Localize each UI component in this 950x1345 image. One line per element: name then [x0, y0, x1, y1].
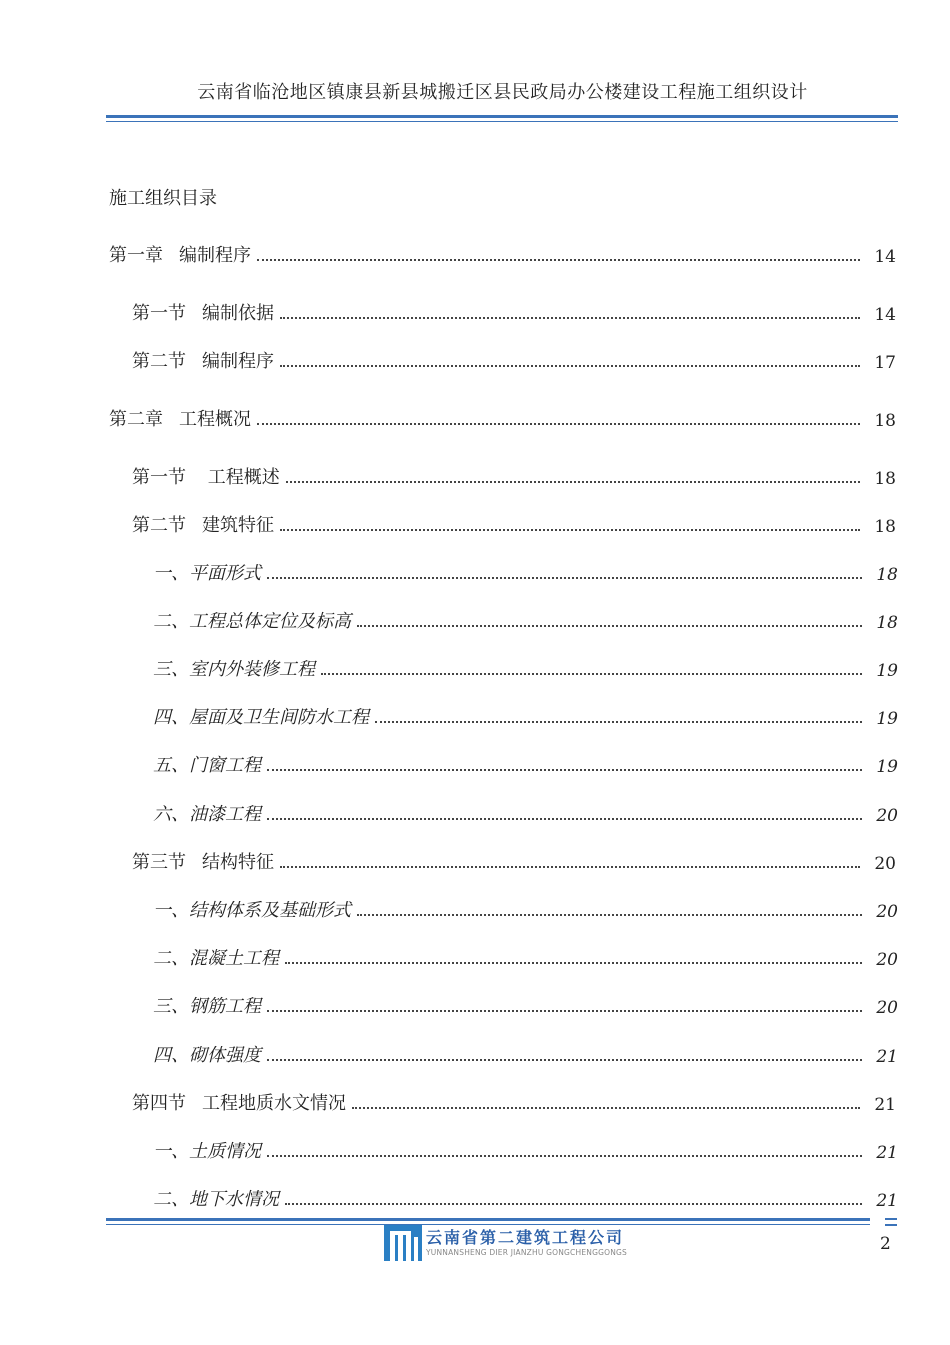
toc-entry-title: 工程概况: [179, 409, 251, 430]
toc-entry-page: 18: [874, 411, 896, 431]
page-number: 2: [880, 1234, 891, 1254]
toc-entry[interactable]: [0, 299, 896, 325]
toc-entry-title: 四、砌体强度: [153, 1045, 261, 1066]
toc-entry-title: 一、结构体系及基础形式: [153, 900, 351, 921]
toc-entry[interactable]: [0, 241, 896, 267]
toc-dot-leader: [321, 673, 862, 675]
toc-entry-title: 工程地质水文情况: [202, 1093, 346, 1114]
toc-dot-leader: [267, 1059, 862, 1061]
toc-entry[interactable]: [0, 655, 898, 681]
company-logo-icon: [384, 1225, 422, 1261]
toc-entry-title: 建筑特征: [202, 515, 274, 536]
toc-entry-page: 20: [876, 902, 898, 922]
toc-entry-page: 18: [874, 517, 896, 537]
header-rule-thick: [106, 115, 898, 118]
toc-entry[interactable]: [0, 703, 898, 729]
toc-entry[interactable]: [0, 800, 898, 826]
toc-dot-leader: [280, 529, 860, 531]
toc-entry-label: [0, 347, 280, 373]
toc-entry-title: 编制依据: [202, 303, 274, 324]
toc-dot-leader: [280, 317, 860, 319]
toc-entry-title: 编制程序: [202, 351, 274, 372]
footer-rule-thick: [106, 1218, 870, 1221]
toc-entry-label: [0, 1137, 267, 1163]
toc-entry-page: 14: [874, 305, 896, 325]
toc-dot-leader: [267, 769, 862, 771]
toc-entry-page: 17: [874, 353, 896, 373]
toc-dot-leader: [267, 1155, 862, 1157]
toc-entry-title: 二、地下水情况: [153, 1189, 279, 1210]
toc-entry-page: 21: [876, 1191, 898, 1211]
toc-entry-label: [0, 1089, 352, 1115]
company-name-cn: 云南省第二建筑工程公司: [426, 1228, 625, 1247]
toc-entry-label: [0, 992, 267, 1018]
toc-entry-page: 20: [876, 950, 898, 970]
toc-entry-title: 二、混凝土工程: [153, 948, 279, 969]
company-logo: [384, 1225, 627, 1261]
toc-entry-title: 四、屋面及卫生间防水工程: [153, 707, 369, 728]
toc-dot-leader: [285, 962, 862, 964]
toc-entry-page: 18: [874, 469, 896, 489]
toc-entry-label: [0, 511, 280, 537]
toc-entry-label: [0, 800, 267, 826]
toc-entry-number: 第一节: [132, 303, 186, 324]
toc-entry-title: 三、钢筋工程: [153, 996, 261, 1017]
toc-entry-page: 19: [876, 757, 898, 777]
toc-entry-label: [0, 751, 267, 777]
toc-heading: 施工组织目录: [109, 188, 217, 209]
toc-dot-leader: [267, 1010, 862, 1012]
toc-dot-leader: [357, 914, 862, 916]
toc-entry[interactable]: [0, 1185, 898, 1211]
toc-entry-page: 20: [874, 854, 896, 874]
toc-dot-leader: [267, 577, 862, 579]
toc-entry[interactable]: [0, 607, 898, 633]
toc-entry-label: [0, 463, 286, 489]
toc-entry-title: 五、门窗工程: [153, 755, 261, 776]
toc-entry-number: 第一节: [132, 467, 186, 488]
toc-entry-label: [0, 299, 280, 325]
toc-entry-title: 编制程序: [179, 245, 251, 266]
header-rule-thin: [106, 121, 898, 122]
toc-entry-number: 第二章: [109, 409, 163, 430]
toc-dot-leader: [280, 866, 860, 868]
toc-entry-page: 21: [876, 1047, 898, 1067]
toc-entry-label: [0, 655, 321, 681]
toc-entry[interactable]: [0, 1089, 896, 1115]
document-title: 云南省临沧地区镇康县新县城搬迁区县民政局办公楼建设工程施工组织设计: [197, 82, 808, 103]
toc-entry-number: 第二节: [132, 351, 186, 372]
toc-entry[interactable]: [0, 347, 896, 373]
toc-dot-leader: [352, 1107, 860, 1109]
toc-entry-label: [0, 607, 357, 633]
toc-entry-page: 19: [876, 709, 898, 729]
toc-entry[interactable]: [0, 463, 896, 489]
toc-entry-title: 工程概述: [202, 467, 280, 488]
toc-dot-leader: [280, 365, 860, 367]
toc-entry-label: [0, 703, 375, 729]
toc-entry[interactable]: [0, 848, 896, 874]
toc-entry[interactable]: [0, 944, 898, 970]
toc-entry-number: 第三节: [132, 852, 186, 873]
toc-entry-number: 第四节: [132, 1093, 186, 1114]
toc-entry-page: 20: [876, 806, 898, 826]
toc-entry[interactable]: [0, 405, 896, 431]
toc-entry-label: [0, 848, 280, 874]
toc-entry-page: 19: [876, 661, 898, 681]
toc-dot-leader: [267, 818, 862, 820]
toc-entry-label: [0, 1185, 285, 1211]
toc-entry-number: 第一章: [109, 245, 163, 266]
toc-entry[interactable]: [0, 992, 898, 1018]
toc-entry-title: 六、油漆工程: [153, 804, 261, 825]
toc-entry[interactable]: [0, 511, 896, 537]
toc-entry-page: 20: [876, 998, 898, 1018]
toc-entry-title: 二、工程总体定位及标高: [153, 611, 351, 632]
toc-entry[interactable]: [0, 1041, 898, 1067]
toc-entry[interactable]: [0, 751, 898, 777]
toc-entry-page: 18: [876, 565, 898, 585]
toc-entry-page: 14: [874, 247, 896, 267]
toc-entry-label: [0, 405, 257, 431]
toc-entry-page: 18: [876, 613, 898, 633]
toc-entry-label: [0, 944, 285, 970]
toc-dot-leader: [285, 1203, 862, 1205]
toc-entry-title: 一、平面形式: [153, 563, 261, 584]
toc-entry-title: 三、室内外装修工程: [153, 659, 315, 680]
toc-entry-label: [0, 1041, 267, 1067]
toc-entry[interactable]: [0, 896, 898, 922]
company-name-en: YUNNANSHENG DIER JIANZHU GONGCHENGGONGS: [426, 1248, 627, 1257]
toc-dot-leader: [357, 625, 862, 627]
footer-mark-top: [885, 1218, 897, 1220]
toc-entry-title: 结构特征: [202, 852, 274, 873]
toc-entry-page: 21: [876, 1143, 898, 1163]
toc-entry[interactable]: [0, 1137, 898, 1163]
toc-dot-leader: [286, 481, 860, 483]
toc-dot-leader: [375, 721, 862, 723]
toc-entry-label: [0, 559, 267, 585]
footer-mark-bottom: [885, 1224, 897, 1226]
toc-dot-leader: [257, 259, 860, 261]
toc-entry-number: 第二节: [132, 515, 186, 536]
toc-entry-title: 一、土质情况: [153, 1141, 261, 1162]
toc-entry-label: [0, 241, 257, 267]
toc-dot-leader: [257, 423, 860, 425]
toc-entry-label: [0, 896, 357, 922]
toc-entry-page: 21: [874, 1095, 896, 1115]
toc-entry[interactable]: [0, 559, 898, 585]
